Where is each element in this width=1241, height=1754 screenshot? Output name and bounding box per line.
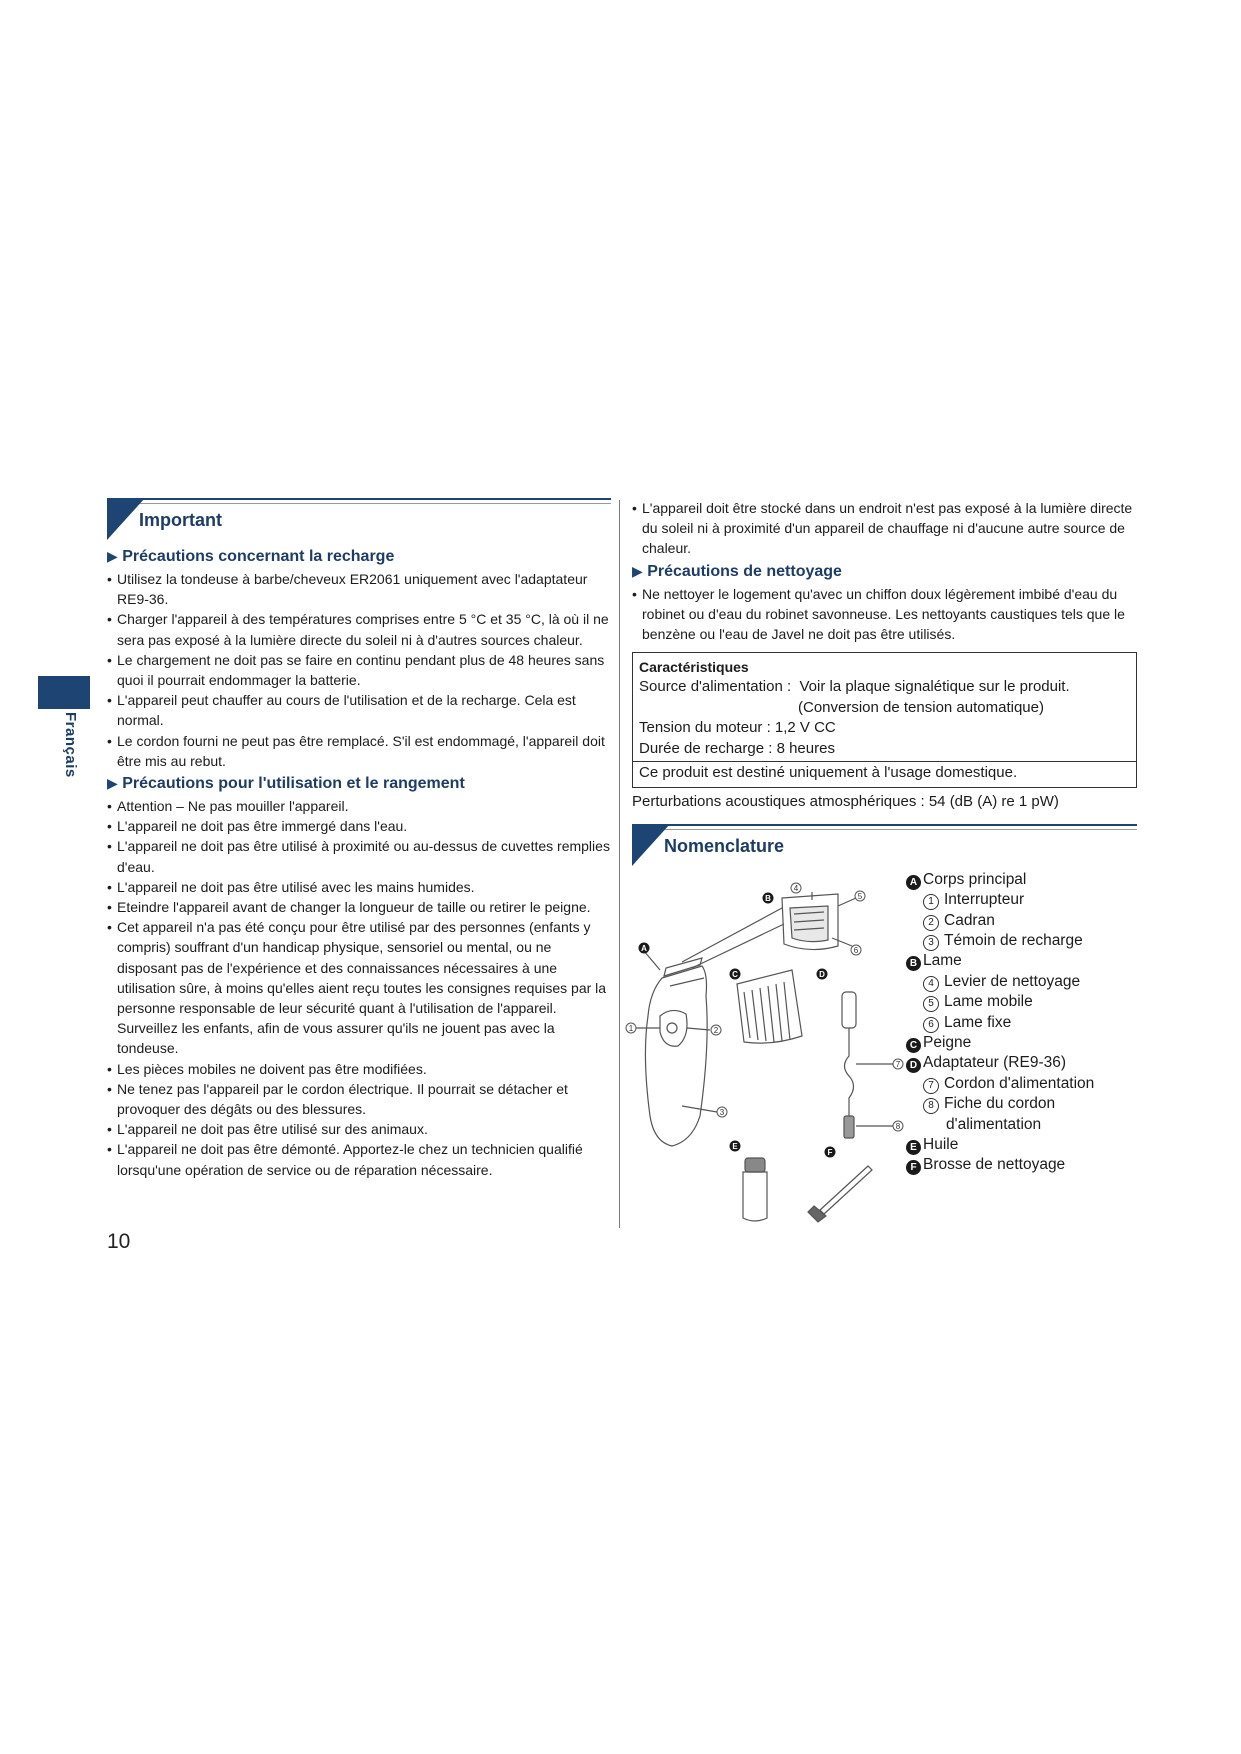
usage-list — [107, 796, 611, 1180]
nomenclature-title: Nomenclature — [664, 835, 785, 856]
important-header — [107, 498, 611, 540]
svg-text:4: 4 — [793, 883, 799, 893]
number-4-icon: 4 — [923, 976, 939, 992]
svg-text:C: C — [732, 969, 738, 979]
usage-heading: ▶ Précautions pour l'utilisation et le rangement — [107, 775, 465, 793]
letter-c-icon: C — [906, 1038, 921, 1053]
list-item: B Lame — [906, 951, 1138, 971]
list-item: • Ne nettoyer le logement qu'avec un chiffon doux légèrement imbibé d'eau du robinet ou d'eau du robinet savonneuse. Les nettoyants caustiques tels que le benzène ou l'eau de Javel ne doit pas être utilisés. — [632, 584, 1137, 645]
number-1-icon: 1 — [923, 894, 939, 910]
svg-text:B: B — [765, 893, 771, 903]
svg-text:6: 6 — [853, 945, 859, 955]
svg-text:D: D — [819, 969, 825, 979]
list-item: • Eteindre l'appareil avant de changer la longueur de taille ou retirer le peigne. — [107, 897, 611, 917]
list-item: • Utilisez la tondeuse à barbe/cheveux ER2061 uniquement avec l'adaptateur RE9-36. — [107, 569, 611, 609]
list-item: • Le chargement ne doit pas se faire en continu pendant plus de 48 heures sans quoi il pourrait endommager la batterie. — [107, 650, 611, 690]
number-3-icon: 3 — [923, 935, 939, 951]
arrow-right-icon: ▶ — [107, 548, 118, 564]
list-item: • L'appareil peut chauffer au cours de l'utilisation et de la recharge. Cela est normal. — [107, 690, 611, 730]
letter-a-icon: A — [906, 875, 921, 890]
number-2-icon: 2 — [923, 915, 939, 931]
svg-text:E: E — [732, 1141, 738, 1151]
svg-text:7: 7 — [895, 1059, 901, 1069]
number-8-icon: 8 — [923, 1098, 939, 1114]
specs-power: Source d'alimentation : Voir la plaque signalétique sur le produit. — [639, 678, 1070, 696]
specs-motor: Tension du moteur : 1,2 V CC — [639, 719, 836, 737]
list-item: • L'appareil ne doit pas être utilisé sur des animaux. — [107, 1119, 611, 1139]
svg-text:3: 3 — [719, 1107, 725, 1117]
list-item: • Les pièces mobiles ne doivent pas être modifiées. — [107, 1059, 611, 1079]
list-item: F Brosse de nettoyage — [906, 1155, 1138, 1175]
list-item: 8 Fiche du cordon — [906, 1094, 1138, 1114]
list-item: • L'appareil ne doit pas être utilisé à proximité ou au-dessus de cuvettes remplies d'eau. — [107, 836, 611, 876]
language-tab-label: Français — [62, 712, 79, 778]
storage-list — [632, 498, 1137, 559]
list-item: • L'appareil ne doit pas être immergé dans l'eau. — [107, 816, 611, 836]
specs-noise: Perturbations acoustiques atmosphériques : 54 (dB (A) re 1 pW) — [632, 792, 1059, 810]
arrow-right-icon: ▶ — [632, 562, 643, 579]
svg-text:1: 1 — [628, 1023, 634, 1033]
nomenclature-section — [628, 824, 1137, 1244]
list-item: 3 Témoin de recharge — [906, 931, 1138, 951]
list-item: • Le cordon fourni ne peut pas être remplacé. S'il est endommagé, l'appareil doit être mis au rebut. — [107, 731, 611, 771]
important-title: Important — [139, 510, 222, 530]
list-item: E Huile — [906, 1135, 1138, 1155]
letter-d-icon: D — [906, 1058, 921, 1073]
column-divider — [619, 500, 620, 1228]
svg-text:5: 5 — [857, 891, 863, 901]
letter-b-icon: B — [906, 956, 921, 971]
cleaning-list — [632, 584, 1137, 645]
list-item: 1 Interrupteur — [906, 890, 1138, 910]
trimmer-parts-illustration — [628, 866, 907, 1234]
list-item: • Charger l'appareil à des températures comprises entre 5 °C et 35 °C, là où il ne sera pas exposé à la lumière directe du soleil ni à d'autres sources chaleur. — [107, 609, 611, 649]
specs-title: Caractéristiques — [639, 659, 749, 676]
number-5-icon: 5 — [923, 996, 939, 1012]
list-item: • L'appareil ne doit pas être démonté. Apportez-le chez un technicien qualifié lorsqu'une opération de service ou de réparation nécessaire. — [107, 1139, 611, 1179]
specifications-box — [632, 652, 1137, 788]
list-item: • Attention – Ne pas mouiller l'appareil. — [107, 796, 611, 816]
recharge-list — [107, 569, 611, 771]
list-item: • L'appareil ne doit pas être utilisé avec les mains humides. — [107, 877, 611, 897]
recharge-heading: ▶ Précautions concernant la recharge — [107, 548, 395, 565]
number-7-icon: 7 — [923, 1078, 939, 1094]
svg-text:8: 8 — [895, 1121, 901, 1131]
list-item: d'alimentation — [946, 1115, 1042, 1133]
list-item: • Ne tenez pas l'appareil par le cordon électrique. Il pourrait se détacher et provoquer des dégâts ou des blessures. — [107, 1079, 611, 1119]
list-item: 7 Cordon d'alimentation — [906, 1074, 1138, 1094]
svg-text:F: F — [827, 1147, 833, 1157]
list-item: 2 Cadran — [906, 911, 1138, 931]
svg-text:A: A — [641, 943, 647, 953]
list-item: • Cet appareil n'a pas été conçu pour être utilisé par des personnes (enfants y compris) souffrant d'un handicap physique, sensoriel ou mental, ou ne disposant pas de l'expérience et des connaissances nécessaires à une utilisation sûre, à moins qu'elles aient reçu toutes les consignes requises par la personne responsable de leur sécurité quant à l'utilisation de l'appareil. Surveillez les enfants, afin de vous assurer qu'ils ne jouent pas avec la tondeuse. — [107, 917, 611, 1058]
list-item: C Peigne — [906, 1033, 1138, 1053]
letter-e-icon: E — [906, 1140, 921, 1155]
arrow-right-icon: ▶ — [107, 775, 118, 792]
list-item: 5 Lame mobile — [906, 992, 1138, 1012]
specs-domestic: Ce produit est destiné uniquement à l'usage domestique. — [633, 761, 1136, 785]
list-item: 4 Levier de nettoyage — [906, 972, 1138, 992]
list-item: D Adaptateur (RE9-36) — [906, 1053, 1138, 1073]
list-item: • L'appareil doit être stocké dans un endroit n'est pas exposé à la lumière directe du soleil ni à proximité d'un appareil de chauffage ni d'aucune autre source de chaleur. — [632, 498, 1137, 559]
specs-power-note: (Conversion de tension automatique) — [798, 698, 1044, 716]
list-item: A Corps principal — [906, 870, 1138, 890]
number-6-icon: 6 — [923, 1017, 939, 1033]
nomenclature-list — [906, 870, 1138, 1176]
letter-f-icon: F — [906, 1160, 921, 1175]
page-number: 10 — [107, 1230, 131, 1253]
list-item: 6 Lame fixe — [906, 1013, 1138, 1033]
svg-text:2: 2 — [713, 1025, 719, 1035]
left-column — [107, 498, 611, 1180]
nomenclature-header — [632, 824, 1137, 866]
right-column — [628, 498, 1137, 1244]
language-tab-marker — [38, 676, 90, 709]
specs-charge-time: Durée de recharge : 8 heures — [639, 739, 835, 757]
cleaning-heading: ▶ Précautions de nettoyage — [632, 562, 842, 580]
